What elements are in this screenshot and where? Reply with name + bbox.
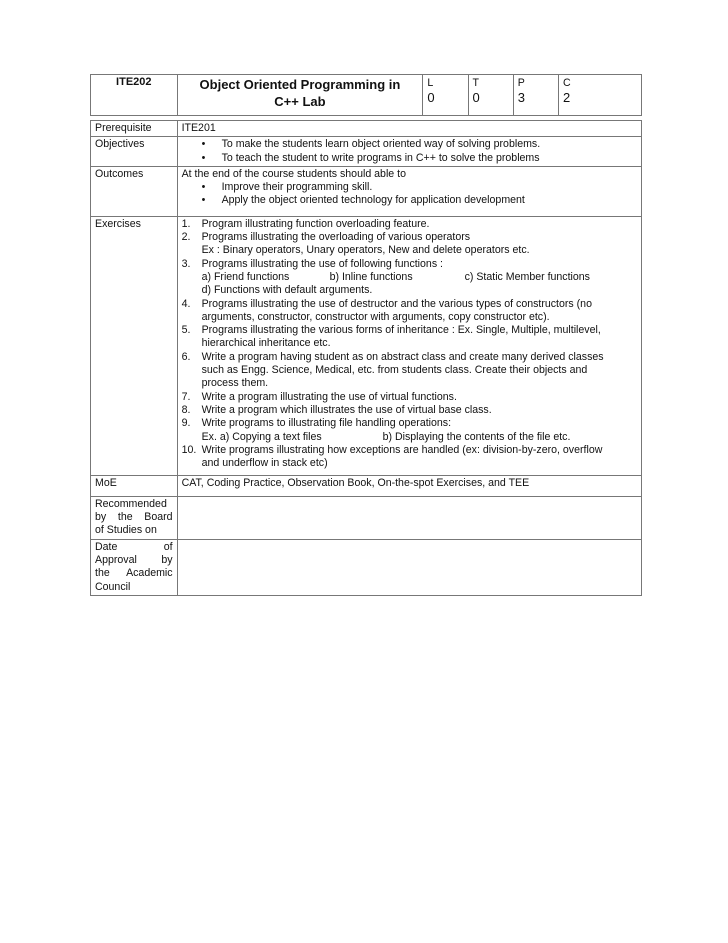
ltpc-t-value: 0 — [472, 90, 480, 105]
header-row — [91, 75, 642, 116]
exercise-item: 2. Programs illustrating the overloading of various operators Ex : Binary operators, Unary operators, New and delete operators etc. — [181, 231, 530, 257]
outcomes-intro: At the end of the course students should able to — [181, 167, 406, 180]
outcomes-row — [91, 166, 642, 216]
recommended-value — [177, 496, 641, 539]
exercise-item: 5. Programs illustrating the various forms of inheritance : Ex. Single, Multiple, multilevel, hierarchical inheritance etc. — [181, 324, 601, 350]
course-title-line1: Object Oriented Programming in — [199, 77, 401, 92]
ltpc-p: P 3 — [513, 75, 558, 116]
ltpc-t: T 0 — [468, 75, 513, 116]
prerequisite-label: Prerequisite — [91, 121, 178, 137]
exercise-item: 8. Write a program which illustrates the use of virtual base class. — [181, 403, 492, 416]
outcomes-label: Outcomes — [91, 166, 178, 216]
exercises-row — [91, 216, 642, 476]
moe-value: CAT, Coding Practice, Observation Book, On-the-spot Exercises, and TEE — [177, 476, 641, 496]
objectives-list — [182, 138, 637, 165]
approval-label: Date of Approval by the Academic Council — [91, 539, 178, 595]
ltpc-c-value: 2 — [563, 90, 571, 105]
objectives-label: Objectives — [91, 137, 178, 167]
exercise-item: 3. Programs illustrating the use of following functions : a) Friend functions b) Inline functions c) Static Member functions d) Functions with default arguments. — [181, 257, 590, 297]
recommended-row — [91, 496, 642, 539]
exercises-list — [182, 218, 637, 471]
exercise-item: 1. Program illustrating function overloading feature. — [181, 217, 430, 230]
prerequisite-value: ITE201 — [177, 121, 641, 137]
exercise-item: 9. Write programs to illustrating file handling operations: Ex. a) Copying a text files b) Displaying the contents of the file etc. — [181, 417, 571, 443]
ltpc-l: L 0 — [423, 75, 468, 116]
moe-label: MoE — [91, 476, 178, 496]
outcome-item: • Improve their programming skill. — [222, 181, 637, 194]
course-code: ITE202 — [91, 75, 178, 116]
exercises-label: Exercises — [91, 216, 178, 476]
approval-row — [91, 539, 642, 595]
exercise-item: 10. Write programs illustrating how exceptions are handled (ex: division-by-zero, overflow and underflow in stack etc) — [181, 443, 603, 470]
exercise-item: 7. Write a program illustrating the use of virtual functions. — [181, 390, 457, 403]
recommended-label: Recommended by the Board of Studies on — [91, 496, 178, 539]
objectives-row — [91, 137, 642, 167]
ltpc-p-value: 3 — [517, 90, 526, 105]
moe-row — [91, 476, 642, 496]
ltpc-c: C 2 — [559, 75, 642, 116]
prerequisite-row — [91, 121, 642, 137]
course-title — [177, 75, 423, 116]
outcome-item: • Apply the object oriented technology for application development — [222, 194, 637, 207]
ltpc-l-value: 0 — [427, 90, 435, 105]
course-title-line2: C++ Lab — [274, 94, 326, 109]
exercise-item: 4. Programs illustrating the use of destructor and the various types of constructors (no arguments, constructor, constructor with arguments, copy constructor etc). — [181, 297, 592, 323]
approval-value — [177, 539, 641, 595]
exercise-item: 6. Write a program having student as on abstract class and create many derived classes such as Engg. Science, Medical, etc. from students class. Create their objects and process them. — [181, 350, 604, 390]
objective-item: • To teach the student to write programs in C++ to solve the problems — [222, 152, 637, 165]
outcomes-list — [182, 181, 637, 208]
objective-item: • To make the students learn object oriented way of solving problems. — [222, 138, 637, 151]
syllabus-table — [90, 74, 642, 596]
